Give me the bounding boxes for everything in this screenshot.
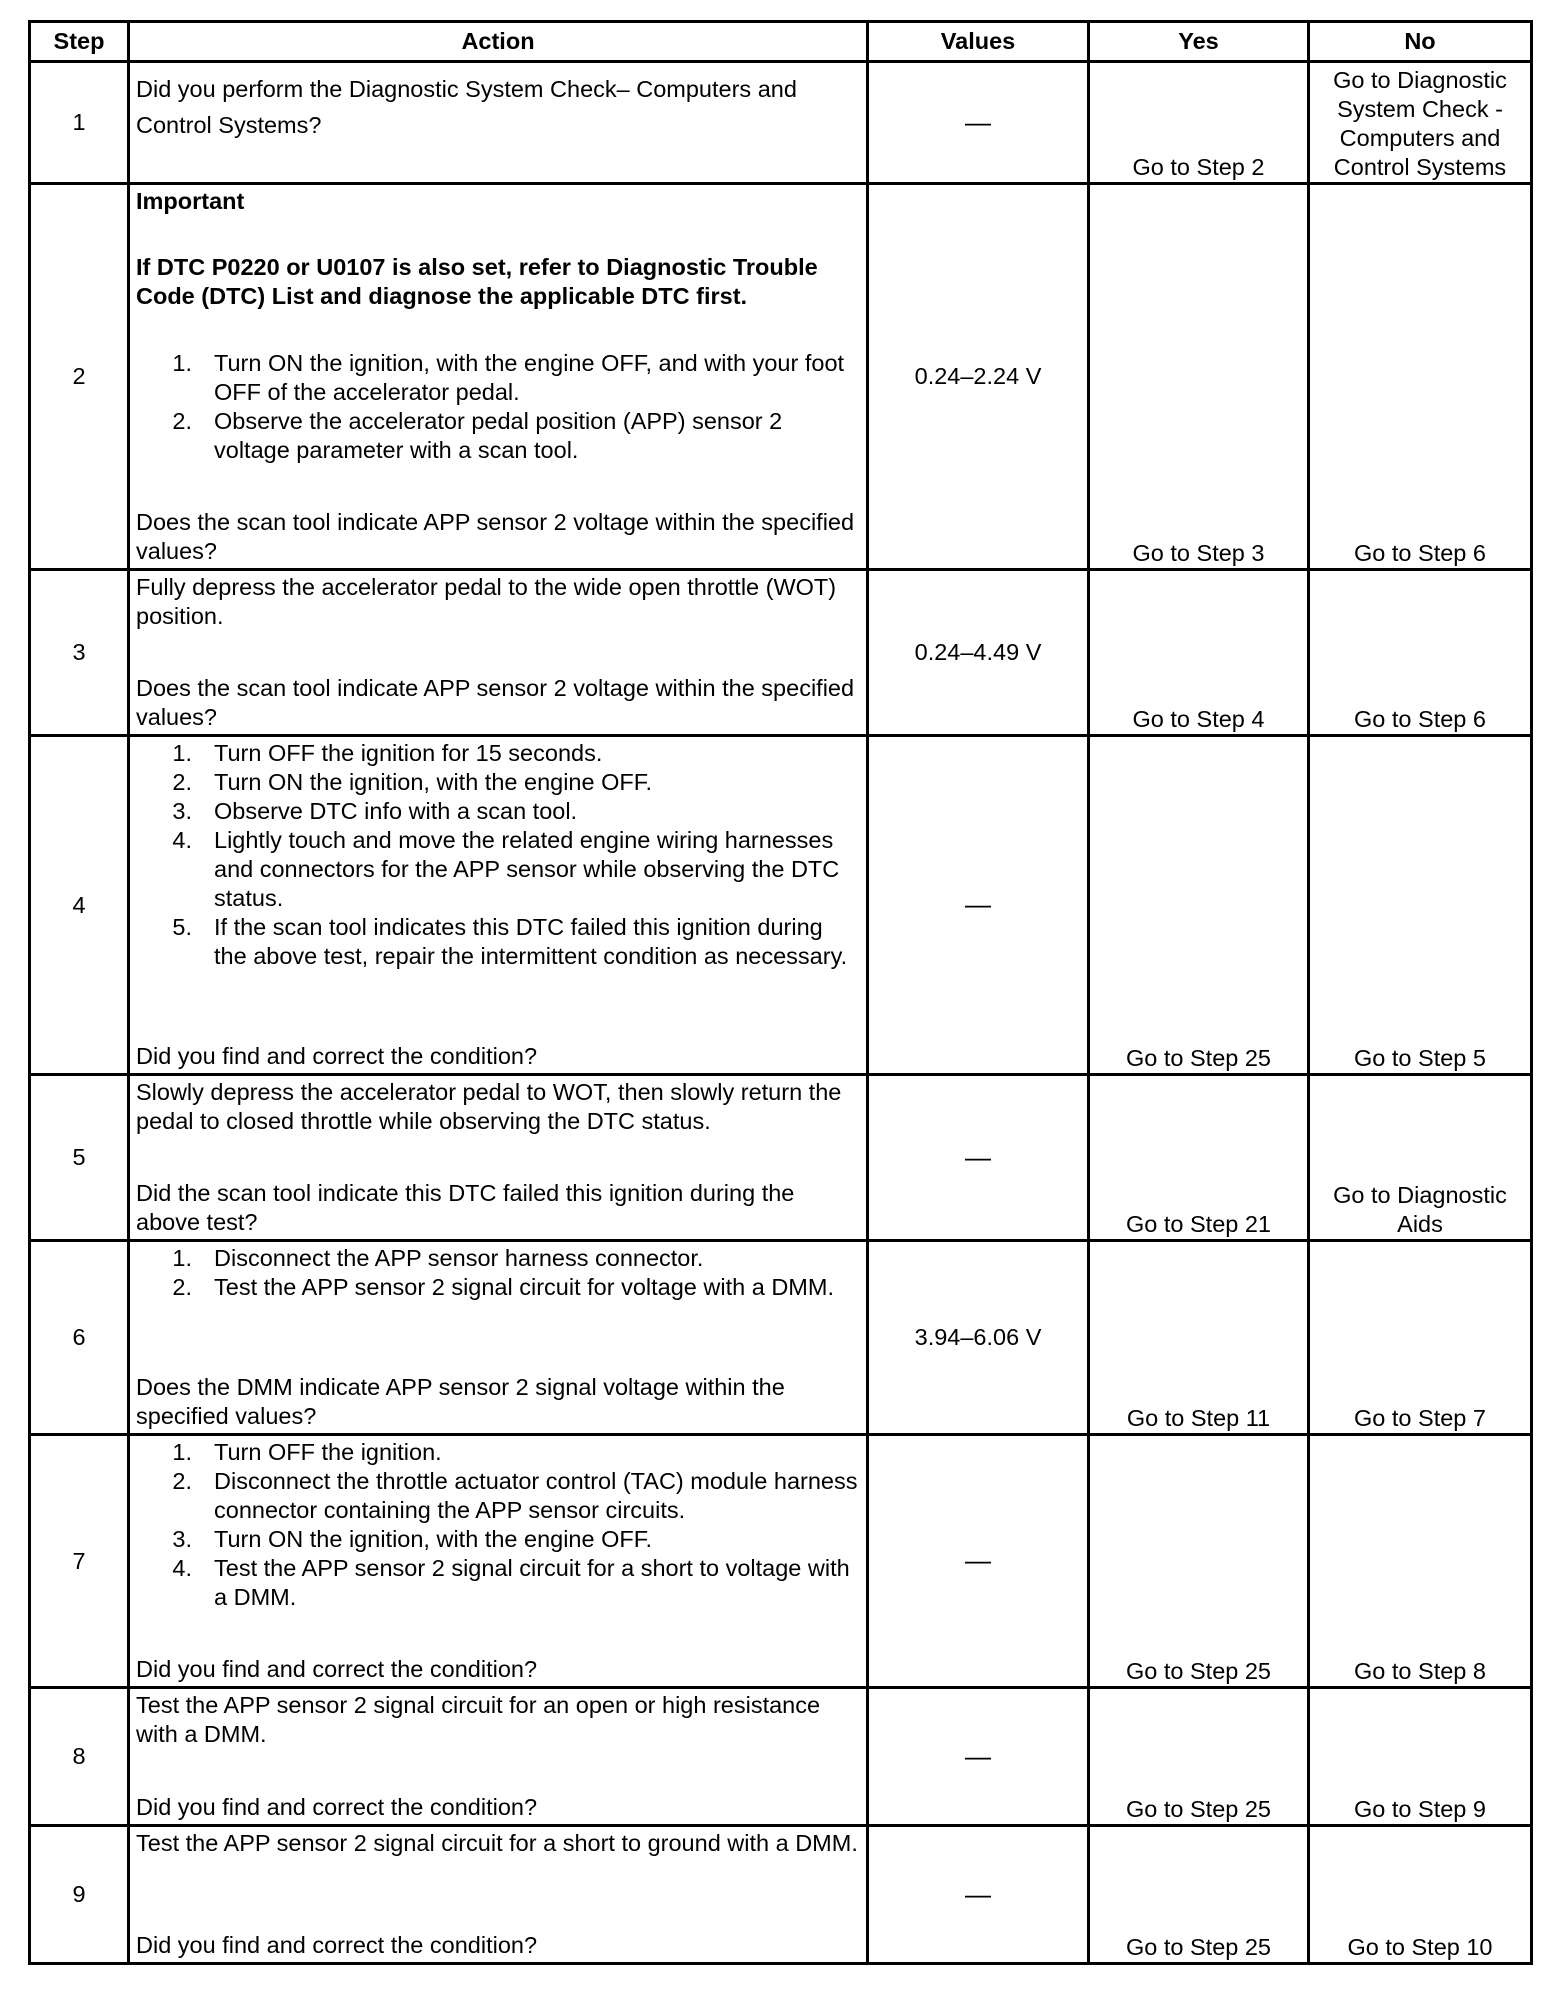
step-number: 2: [30, 184, 129, 570]
action-question: Does the scan tool indicate APP sensor 2 voltage within the specified values?: [136, 509, 855, 564]
important-note: If DTC P0220 or U0107 is also set, refer to Diagnostic Trouble Code (DTC) List and diagnose the applicable DTC first.: [136, 254, 818, 309]
action-cell: [129, 1826, 868, 1964]
action-question: Did the scan tool indicate this DTC failed this ignition during the above test?: [136, 1180, 795, 1235]
procedure-list: [136, 1438, 860, 1612]
header-action: Action: [129, 22, 868, 62]
procedure-list: [136, 349, 860, 465]
list-item: 2. Turn ON the ignition, with the engine OFF.: [172, 769, 653, 795]
action-cell: [129, 1075, 868, 1241]
no-cell: Go to Step 6: [1309, 570, 1532, 736]
value-cell: —: [868, 1075, 1089, 1241]
table-row: [30, 570, 1532, 736]
list-item: 1. Turn ON the ignition, with the engine OFF, and with your foot OFF of the accelerator pedal.: [172, 350, 845, 405]
action-cell: [129, 184, 868, 570]
value-cell: 0.24–2.24 V: [868, 184, 1089, 570]
yes-cell: Go to Step 21: [1089, 1075, 1309, 1241]
action-text: Test the APP sensor 2 signal circuit for a short to ground with a DMM.: [136, 1830, 858, 1856]
step-number: 7: [30, 1435, 129, 1688]
yes-cell: Go to Step 25: [1089, 1435, 1309, 1688]
action-text: Slowly depress the accelerator pedal to WOT, then slowly return the pedal to closed throttle while observing the DTC status.: [136, 1079, 842, 1134]
action-cell: [129, 1241, 868, 1435]
action-question: Does the DMM indicate APP sensor 2 signal voltage within the specified values?: [136, 1374, 785, 1429]
value-cell: —: [868, 1826, 1089, 1964]
table-row: [30, 1826, 1532, 1964]
diagnostic-table: [28, 20, 1533, 1965]
value-cell: —: [868, 736, 1089, 1075]
list-item: 2. Test the APP sensor 2 signal circuit for voltage with a DMM.: [172, 1274, 834, 1300]
value-cell: —: [868, 1688, 1089, 1826]
action-cell: [129, 62, 868, 184]
table-row: [30, 1075, 1532, 1241]
action-question: Did you find and correct the condition?: [136, 1794, 538, 1820]
table-row: [30, 736, 1532, 1075]
action-question: Did you find and correct the condition?: [136, 1656, 538, 1682]
action-cell: [129, 570, 868, 736]
yes-cell: Go to Step 2: [1089, 62, 1309, 184]
header-row: [30, 22, 1532, 62]
no-cell: Go to Diagnostic Aids: [1309, 1075, 1532, 1241]
table-row: [30, 1241, 1532, 1435]
step-number: 6: [30, 1241, 129, 1435]
list-item: 2. Disconnect the throttle actuator control (TAC) module harness connector containing the APP sensor circuits.: [172, 1468, 858, 1523]
step-number: 8: [30, 1688, 129, 1826]
list-item: 2. Observe the accelerator pedal position (APP) sensor 2 voltage parameter with a scan tool.: [172, 408, 783, 463]
table-row: [30, 1435, 1532, 1688]
no-cell: Go to Step 9: [1309, 1688, 1532, 1826]
step-number: 4: [30, 736, 129, 1075]
action-question: Did you find and correct the condition?: [136, 1932, 538, 1958]
header-yes: Yes: [1089, 22, 1309, 62]
action-question: Does the scan tool indicate APP sensor 2 voltage within the specified values?: [136, 675, 855, 730]
procedure-list: [136, 1244, 860, 1302]
list-item: 3. Turn ON the ignition, with the engine OFF.: [172, 1526, 653, 1552]
no-cell: Go to Step 5: [1309, 736, 1532, 1075]
value-cell: —: [868, 62, 1089, 184]
yes-cell: Go to Step 3: [1089, 184, 1309, 570]
step-number: 5: [30, 1075, 129, 1241]
step-number: 9: [30, 1826, 129, 1964]
value-cell: —: [868, 1435, 1089, 1688]
no-cell: Go to Step 6: [1309, 184, 1532, 570]
procedure-list: [136, 739, 860, 971]
action-text: Fully depress the accelerator pedal to the wide open throttle (WOT) position.: [136, 574, 837, 629]
no-cell: Go to Step 10: [1309, 1826, 1532, 1964]
list-item: 3. Observe DTC info with a scan tool.: [172, 798, 578, 824]
list-item: 4. Lightly touch and move the related engine wiring harnesses and connectors for the APP sensor while observing the DTC status.: [172, 827, 840, 911]
action-question: Did you find and correct the condition?: [136, 1043, 538, 1069]
list-item: 1. Disconnect the APP sensor harness connector.: [172, 1245, 704, 1271]
value-cell: 0.24–4.49 V: [868, 570, 1089, 736]
yes-cell: Go to Step 25: [1089, 736, 1309, 1075]
list-item: 5. If the scan tool indicates this DTC failed this ignition during the above test, repair the intermittent condition as necessary.: [172, 914, 848, 969]
table-row: [30, 184, 1532, 570]
important-heading: Important: [136, 188, 245, 214]
table-row: [30, 1688, 1532, 1826]
no-cell: Go to Step 7: [1309, 1241, 1532, 1435]
no-cell: Go to Diagnostic System Check - Computers and Control Systems: [1309, 62, 1532, 184]
yes-cell: Go to Step 11: [1089, 1241, 1309, 1435]
action-cell: [129, 1688, 868, 1826]
value-cell: 3.94–6.06 V: [868, 1241, 1089, 1435]
header-no: No: [1309, 22, 1532, 62]
list-item: 4. Test the APP sensor 2 signal circuit for a short to voltage with a DMM.: [172, 1555, 850, 1610]
header-values: Values: [868, 22, 1089, 62]
yes-cell: Go to Step 4: [1089, 570, 1309, 736]
header-step: Step: [30, 22, 129, 62]
action-question: Did you perform the Diagnostic System Check– Computers and Control Systems?: [136, 76, 797, 138]
yes-cell: Go to Step 25: [1089, 1826, 1309, 1964]
list-item: 1. Turn OFF the ignition for 15 seconds.: [172, 740, 603, 766]
list-item: 1. Turn OFF the ignition.: [172, 1439, 442, 1465]
yes-cell: Go to Step 25: [1089, 1688, 1309, 1826]
table-row: [30, 62, 1532, 184]
action-cell: [129, 736, 868, 1075]
no-cell: Go to Step 8: [1309, 1435, 1532, 1688]
step-number: 3: [30, 570, 129, 736]
action-text: Test the APP sensor 2 signal circuit for an open or high resistance with a DMM.: [136, 1692, 821, 1747]
action-cell: [129, 1435, 868, 1688]
step-number: 1: [30, 62, 129, 184]
